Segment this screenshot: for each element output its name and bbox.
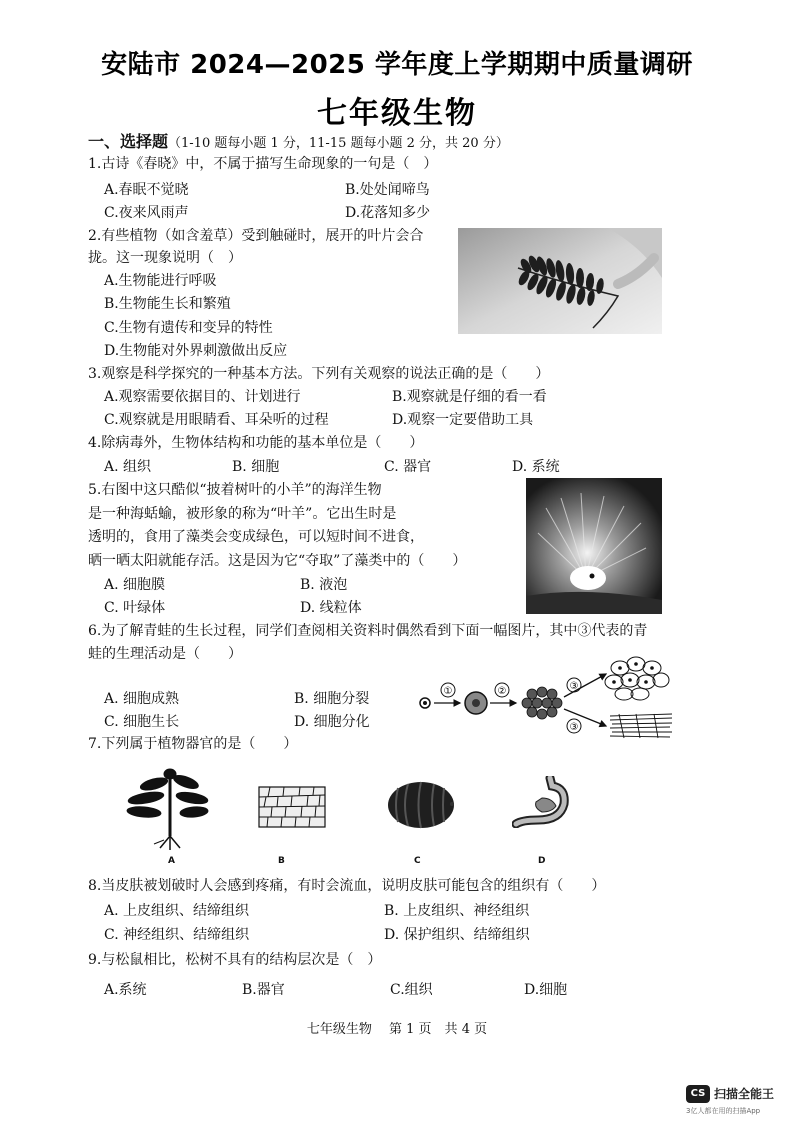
q4-option-a: A. 组织 xyxy=(104,459,152,475)
q9-option-c: C.组织 xyxy=(390,982,433,998)
q6-stem-line2: 蛙的生理活动是（ ） xyxy=(88,646,242,662)
q9-option-d: D.细胞 xyxy=(524,982,568,998)
cell-division-diagram xyxy=(414,654,676,744)
section-title: 一、选择题 xyxy=(88,132,169,151)
q5-option-a: A. 细胞膜 xyxy=(104,577,166,593)
step-3-label-top: ③ xyxy=(569,681,579,692)
q1-stem: 1.古诗《春晓》中，不属于描写生命现象的一句是（ ） xyxy=(88,156,438,172)
q2-stem-line1: 2.有些植物（如含羞草）受到触碰时，展开的叶片会合 xyxy=(88,228,424,244)
q4-option-d: D. 系统 xyxy=(512,459,560,475)
q3-stem: 3.观察是科学探究的一种基本方法。下列有关观察的说法正确的是（ ） xyxy=(88,366,550,382)
section-heading xyxy=(88,129,509,152)
q6-option-d: D. 细胞分化 xyxy=(294,714,370,730)
mimosa-photo xyxy=(458,228,662,334)
step-3-label-bottom: ③ xyxy=(569,722,579,733)
q8-option-a: A. 上皮组织、结缔组织 xyxy=(104,903,250,919)
q5-stem-line4: 晒一晒太阳就能存活。这是因为它“夺取”了藻类中的（ ） xyxy=(88,553,467,569)
q7-label-d: D xyxy=(538,856,546,866)
section-note: （1-10 题每小题 1 分，11-15 题每小题 2 分，共 20 分） xyxy=(168,136,509,151)
q5-stem-line1: 5.右图中这只酷似“披着树叶的小羊”的海洋生物 xyxy=(88,482,382,498)
q3-option-a: A.观察需要依据目的、计划进行 xyxy=(104,389,301,405)
scanner-tagline: 3亿人都在用的扫描App xyxy=(686,1107,761,1115)
step-2-label: ② xyxy=(497,686,507,697)
q6-option-c: C. 细胞生长 xyxy=(104,714,180,730)
q8-option-c: C. 神经组织、结缔组织 xyxy=(104,927,250,943)
scanner-app-name: 扫描全能王 xyxy=(714,1087,775,1101)
stomach-icon xyxy=(512,776,572,828)
q5-option-b: B. 液泡 xyxy=(300,577,348,593)
q1-option-a: A.春眠不觉晓 xyxy=(104,182,189,198)
q8-option-d: D. 保护组织、结缔组织 xyxy=(384,927,530,943)
q7-stem: 7.下列属于植物器官的是（ ） xyxy=(88,736,298,752)
q8-option-b: B. 上皮组织、神经组织 xyxy=(384,903,530,919)
q7-label-a: A xyxy=(168,856,175,866)
cell-tissue-icon xyxy=(258,786,326,828)
tree-icon xyxy=(124,768,210,850)
q9-option-b: B.器官 xyxy=(242,982,285,998)
q9-stem: 9.与松鼠相比，松树不具有的结构层次是（ ） xyxy=(88,952,382,968)
q5-stem-line2: 是一种海蛞蝓，被形象的称为“叶羊”。它出生时是 xyxy=(88,506,397,522)
scanner-logo-badge: CS xyxy=(686,1085,710,1103)
q6-option-a: A. 细胞成熟 xyxy=(104,691,180,707)
q1-option-d: D.花落知多少 xyxy=(345,205,431,221)
q2-option-c: C.生物有遗传和变异的特性 xyxy=(104,320,273,336)
q6-option-b: B. 细胞分裂 xyxy=(294,691,370,707)
exam-title: 安陆市 2024—2025 学年度上学期期中质量调研 xyxy=(101,50,693,80)
subject-title: 七年级生物 xyxy=(317,96,477,131)
q6-stem-line1: 6.为了解青蛙的生长过程，同学们查阅相关资料时偶然看到下面一幅图片，其中③代表的青 xyxy=(88,623,648,639)
watermelon-icon xyxy=(386,780,456,830)
q5-option-d: D. 线粒体 xyxy=(300,600,362,616)
q5-option-c: C. 叶绿体 xyxy=(104,600,166,616)
q1-option-c: C.夜来风雨声 xyxy=(104,205,189,221)
q7-label-b: B xyxy=(278,856,285,866)
q2-stem-line2: 拢。这一现象说明（ ） xyxy=(88,250,242,266)
q2-option-a: A.生物能进行呼吸 xyxy=(104,273,217,289)
q8-stem: 8.当皮肤被划破时人会感到疼痛，有时会流血，说明皮肤可能包含的组织有（ ） xyxy=(88,878,606,894)
q4-option-b: B. 细胞 xyxy=(232,459,280,475)
q3-option-c: C.观察就是用眼睛看、耳朵听的过程 xyxy=(104,412,329,428)
q4-stem: 4.除病毒外，生物体结构和功能的基本单位是（ ） xyxy=(88,435,424,451)
page-footer: 七年级生物 第 1 页 共 4 页 xyxy=(306,1022,488,1037)
q9-option-a: A.系统 xyxy=(104,982,147,998)
q2-option-d: D.生物能对外界刺激做出反应 xyxy=(104,343,288,359)
q7-label-c: C xyxy=(414,856,421,866)
q5-stem-line3: 透明的，食用了藻类会变成绿色，可以短时间不进食， xyxy=(88,529,424,545)
q4-option-c: C. 器官 xyxy=(384,459,432,475)
leaf-sheep-photo xyxy=(526,478,662,614)
q3-option-d: D.观察一定要借助工具 xyxy=(392,412,534,428)
q3-option-b: B.观察就是仔细的看一看 xyxy=(392,389,547,405)
step-1-label: ① xyxy=(443,686,453,697)
q2-option-b: B.生物能生长和繁殖 xyxy=(104,296,231,312)
q1-option-b: B.处处闻啼鸟 xyxy=(345,182,430,198)
